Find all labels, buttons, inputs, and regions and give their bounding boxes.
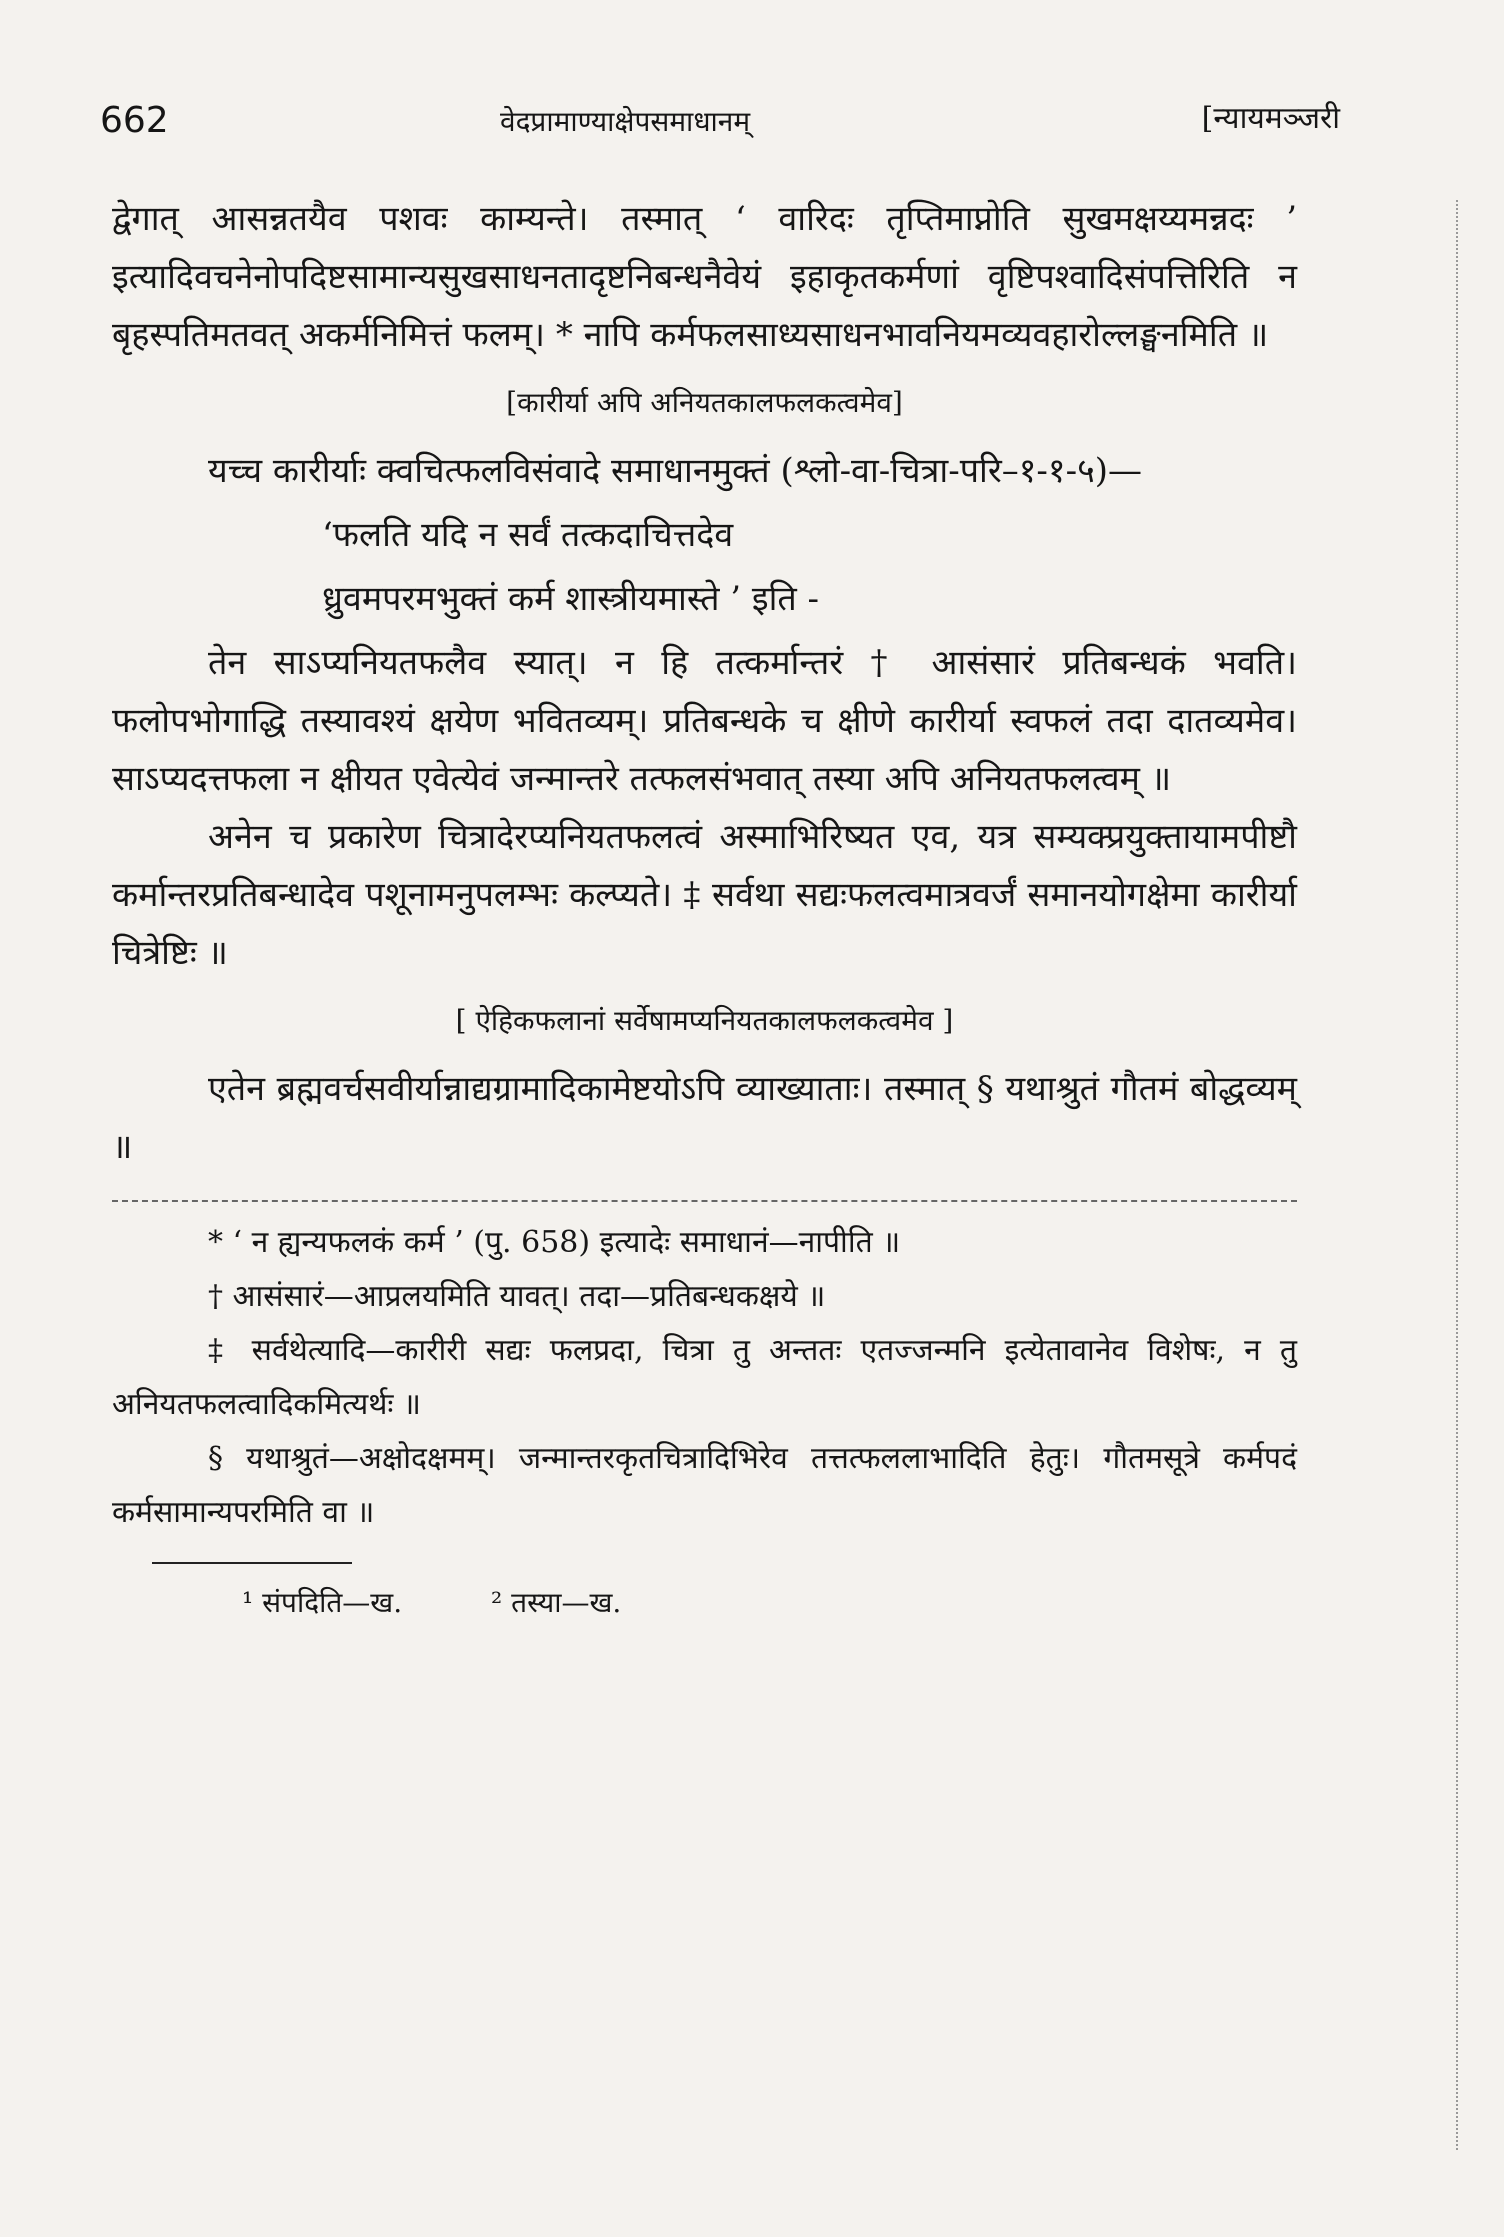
page-edge-shadow — [1456, 200, 1464, 2150]
section-heading-1: [कारीर्या अपि अनियतकालफलकत्वमेव] — [506, 386, 903, 419]
paragraph-1: द्वेगात् आसन्नतयैव पशवः काम्यन्ते। तस्मात् ‘ वारिदः तृप्तिमाप्नोति सुखमक्षय्यमन्नदः ’ इत्यादिवचनेनोपदिष्टसामान्यसुखसाधनतादृष्टनिबन्धनैवेयं इहाकृतकर्मणां वृष्टिपश्वादिसंपत्तिरिति न बृहस्पतिमतवत् अकर्मनिमित्तं फलम्। * नापि कर्मफलसाध्यसाधनभावनियमव्यवहारोल्लङ्घनमिति ॥ — [112, 199, 1297, 355]
verse-line-2: ध्रुवमपरमभुक्तं कर्म शास्त्रीयमास्ते ’ इति - — [322, 579, 820, 619]
paragraph-5: एतेन ब्रह्मवर्चसवीर्यान्नाद्यग्रामादिकामेष्टयोऽपि व्याख्याताः। तस्मात् § यथाश्रुतं गौतमं बोद्धव्यम् ॥ — [112, 1069, 1297, 1167]
note-3: ‡ सर्वथेत्यादि—कारीरी सद्यः फलप्रदा, चित्रा तु अन्ततः एतज्जन्मनि इत्येतावानेव विशेषः, न तु अनियतफलत्वादिकमित्यर्थः ॥ — [112, 1333, 1297, 1422]
note-1: * ‘ न ह्यन्यफलकं कर्म ’ (पु. 658) इत्यादेः समाधानं—नापीति ॥ — [208, 1225, 901, 1260]
running-title: वेदप्रामाण्याक्षेपसमाधानम् — [500, 105, 751, 138]
paragraph-4: अनेन च प्रकारेण चित्रादेरप्यनियतफलत्वं अस्माभिरिष्यत एव, यत्र सम्यक्प्रयुक्तायामपीष्टौ कर्मान्तरप्रतिबन्धादेव पशूनामनुपलम्भः कल्प्यते। ‡ सर्वथा सद्यःफलत्वमात्रवर्जं समानयोगक्षेमा कारीर्या चित्रेष्टिः ॥ — [112, 817, 1297, 973]
footnote-1: ¹ संपदिति—ख. — [242, 1586, 403, 1619]
paragraph-3: तेन साऽप्यनियतफलैव स्यात्। न हि तत्कर्मान्तरं † आसंसारं प्रतिबन्धकं भवति। फलोपभोगाद्धि तस्यावश्यं क्षयेण भवितव्यम्। प्रतिबन्धके च क्षीणे कारीर्या स्वफलं तदा दातव्यमेव। साऽप्यदत्तफला न क्षीयत एवेत्येवं जन्मान्तरे तत्फलसंभवात् तस्या अपि अनियतफलत्वम् ॥ — [112, 643, 1297, 799]
paragraph-2: यच्च कारीर्याः क्वचित्फलविसंवादे समाधानमुक्तं (श्लो-वा-चित्रा-परि–१-१-५)— — [208, 451, 1143, 491]
section-heading-2: [ ऐहिकफलानां सर्वेषामप्यनियतकालफलकत्वमेव ] — [455, 1004, 954, 1037]
section-title: [न्यायमञ्जरी — [1201, 101, 1340, 136]
note-2: † आसंसारं—आप्रलयमिति यावत्। तदा—प्रतिबन्धकक्षये ॥ — [208, 1279, 826, 1314]
commentary-notes — [112, 1216, 1297, 1540]
notes-separator — [112, 1200, 1297, 1202]
footnote-rule — [152, 1562, 352, 1564]
main-text — [112, 190, 1297, 1632]
footnotes — [112, 1574, 1297, 1632]
note-4: § यथाश्रुतं—अक्षोदक्षमम्। जन्मान्तरकृतचित्रादिभिरेव तत्तत्फललाभादिति हेतुः। गौतमसूत्रे कर्मपदं कर्मसामान्यपरमिति वा ॥ — [112, 1441, 1297, 1530]
footnote-2: ² तस्या—ख. — [491, 1586, 622, 1619]
page-number: 662 — [100, 100, 169, 141]
page-header — [100, 96, 1340, 156]
verse-line-1: ‘फलति यदि न सर्वं तत्कदाचित्तदेव — [322, 515, 734, 555]
